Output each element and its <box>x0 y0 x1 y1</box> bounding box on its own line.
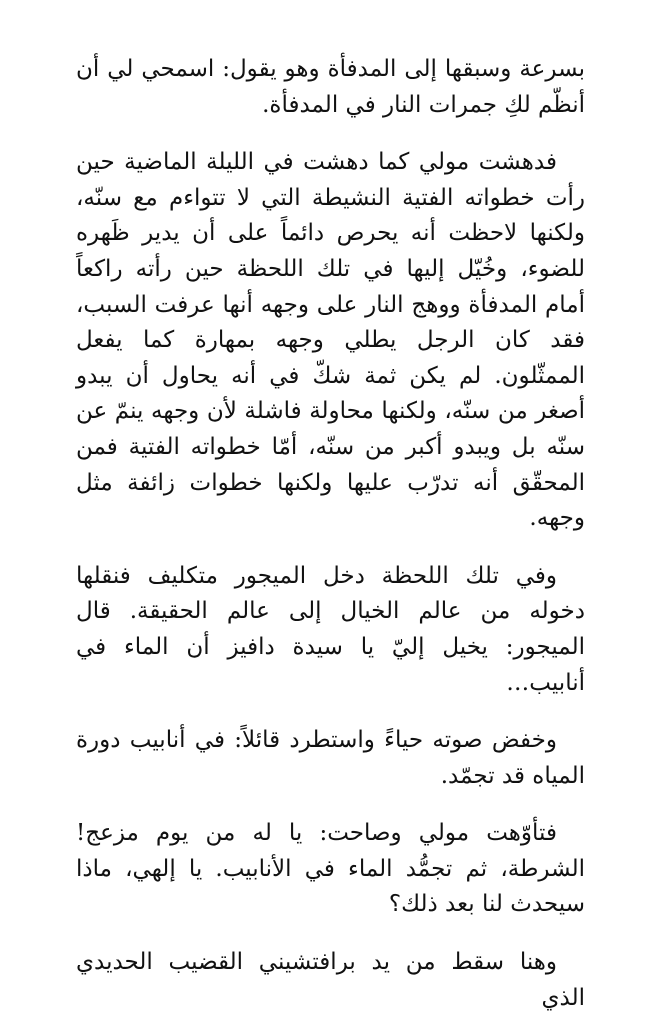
paragraph-6: وهنا سقط من يد برافتشيني القضيب الحديدي الذي <box>76 949 585 1011</box>
paragraph-2: فدهشت مولي كما دهشت في الليلة الماضية حين رأت خطواته الفتية النشيطة التي لا تتواءم مع سنّه، ولكنها لاحظت أنه يحرص دائماً على أن يدير ظَهره للضوء، وخُيّل إليها في تلك اللحظة حين رأته راكعاً أمام المدفأة ووهج النار على وجهه أنها عرفت السبب، فقد كان الرجل يطلي وجهه بمهارة كما يفعل الممثّلون. لم يكن ثمة شكّ في أنه يحاول أن يبدو أصغر من سنّه، ولكنها محاولة فاشلة لأن وجهه ينمّ عن سنّه بل ويبدو أكبر من سنّه، أمّا خطواته الفتية فمن المحقّق أنه تدرّب عليها ولكنها خطوات زائفة مثل وجهه. <box>76 149 585 532</box>
paragraph-5: فتأوّهت مولي وصاحت: يا له من يوم مزعج! الشرطة، ثم تجمُّد الماء في الأنابيب. يا إلهي، ماذا سيحدث لنا بعد ذلك؟ <box>76 820 585 918</box>
paragraph-4: وخفض صوته حياءً واستطرد قائلاً: في أنابيب دورة المياه قد تجمّد. <box>76 727 585 789</box>
paragraph-3: وفي تلك اللحظة دخل الميجور متكليف فنقلها دخوله من عالم الخيال إلى عالم الحقيقة. قال الميجور: يخيل إليّ يا سيدة دافيز أن الماء في أنابيب… <box>76 562 585 696</box>
paragraph-1: بسرعة وسبقها إلى المدفأة وهو يقول: اسمحي لي أن أنظّم لكِ جمرات النار في المدفأة. <box>76 56 585 118</box>
